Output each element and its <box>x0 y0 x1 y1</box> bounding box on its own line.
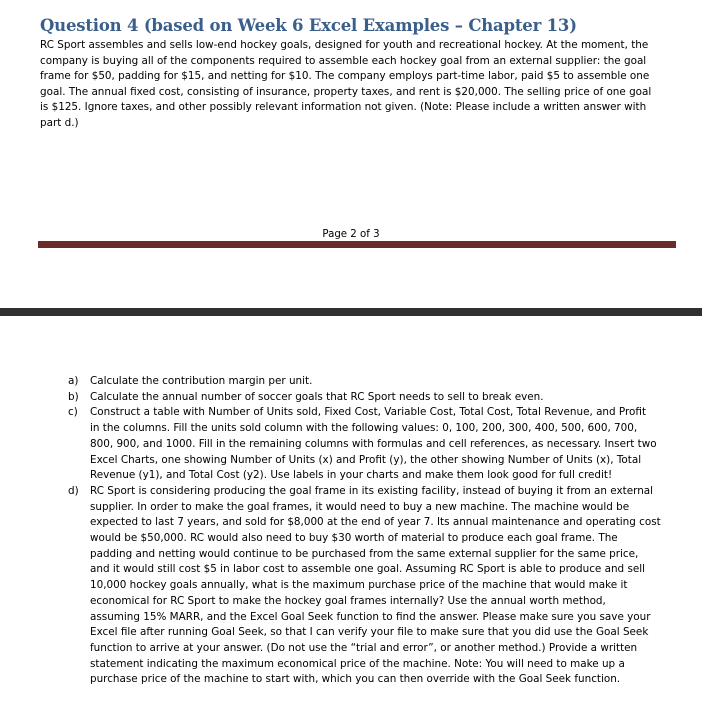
question-parts-list <box>68 374 688 688</box>
part-line: Revenue (y1), and Total Cost (y2). Use labels in your charts and make them look good for full credit! <box>90 469 613 482</box>
part-line: and it would still cost $5 in labor cost to assemble one goal. Assuming RC Sport is able to produce and sell <box>90 563 646 576</box>
page-number: Page 2 of 3 <box>322 229 380 240</box>
page-2 <box>0 0 702 308</box>
part-c <box>68 405 688 484</box>
intro-line: goal. The annual fixed cost, consisting of insurance, property taxes, and rent is $20,000. The selling price of one goal <box>40 85 652 98</box>
part-a <box>68 374 688 390</box>
part-line: RC Sport is considering producing the goal frame in its existing facility, instead of buying it from an external <box>90 484 654 497</box>
part-line: would be $50,000. RC would also need to buy $30 worth of material to produce each goal frame. The <box>90 532 618 545</box>
page-break-divider <box>0 308 702 316</box>
part-line: Calculate the contribution margin per unit. <box>90 375 313 387</box>
part-line: Excel Charts, one showing Number of Units (x) and Profit (y), the other showing Number of Units (x), Total <box>90 453 642 466</box>
part-line: supplier. In order to make the goal frames, it would need to buy a new machine. The machine would be <box>90 500 630 513</box>
part-marker: d) <box>68 484 79 497</box>
part-marker: a) <box>68 375 79 387</box>
part-line: function to arrive at your answer. (Do not use the “trial and error”, or another method.) Provide a written <box>90 641 638 654</box>
question-intro <box>40 38 672 132</box>
part-line: purchase price of the machine to start with, which you can then override with the Goal Seek function. <box>90 673 621 686</box>
part-line: economical for RC Sport to make the hockey goal frames internally? Use the annual worth method, <box>90 594 606 607</box>
intro-line: company is buying all of the components required to assemble each hockey goal from an external supplier: the goal <box>40 54 647 67</box>
part-marker: b) <box>68 390 79 403</box>
question-title: Question 4 (based on Week 6 Excel Examples – Chapter 13) <box>40 16 577 35</box>
part-line: Construct a table with Number of Units sold, Fixed Cost, Variable Cost, Total Cost, Total Revenue, and Profit <box>90 406 647 419</box>
part-line: Calculate the annual number of soccer goals that RC Sport needs to sell to break even. <box>90 390 544 403</box>
part-line: padding and netting would continue to be purchased from the same external supplier for the same price, <box>90 547 639 560</box>
part-marker: c) <box>68 406 78 419</box>
part-d <box>68 484 688 688</box>
part-line: assuming 15% MARR, and the Excel Goal Seek function to find the answer. Please make sure you save your <box>90 610 651 623</box>
intro-line: frame for $50, padding for $15, and netting for $10. The company employs part-time labor, paid $5 to assemble one <box>40 70 650 83</box>
intro-line: is $125. Ignore taxes, and other possibly relevant information not given. (Note: Please include a written answer with <box>40 101 647 114</box>
intro-line: part d.) <box>40 116 79 129</box>
footer-divider <box>38 241 676 248</box>
intro-line: RC Sport assembles and sells low-end hockey goals, designed for youth and recreational hockey. At the moment, the <box>40 39 649 51</box>
part-line: expected to last 7 years, and sold for $8,000 at the end of year 7. Its annual maintenance and operating cost <box>90 516 661 529</box>
part-line: Excel file after running Goal Seek, so that I can verify your file to make sure that you did use the Goal Seek <box>90 626 649 639</box>
part-b <box>68 390 688 406</box>
part-line: 800, 900, and 1000. Fill in the remaining columns with formulas and cell references, as necessary. Insert two <box>90 437 657 450</box>
part-line: 10,000 hockey goals annually, what is the maximum purchase price of the machine that would make it <box>90 579 628 592</box>
part-line: in the columns. Fill the units sold column with the following values: 0, 100, 200, 300, 400, 500, 600, 700, <box>90 422 638 435</box>
part-line: statement indicating the maximum economical price of the machine. Note: You will need to make up a <box>90 657 625 670</box>
